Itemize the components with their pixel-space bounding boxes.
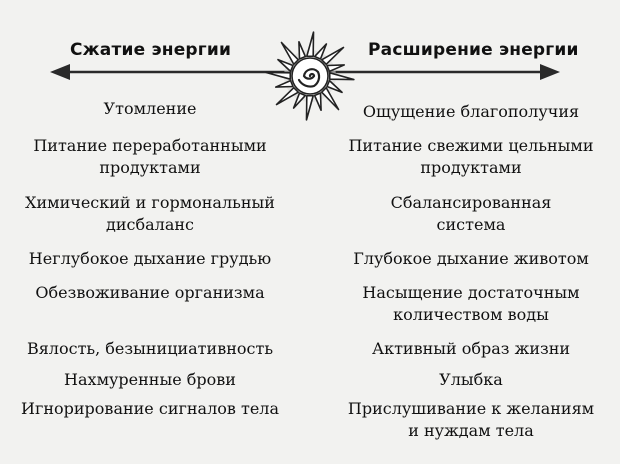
expansion-item: Сбалансированная система [390,193,552,234]
header-left-title: Сжатие энергии [70,40,232,60]
contraction-item: Питание переработанными продуктами [33,136,267,177]
sun-ray [330,73,354,80]
contraction-item: Игнорирование сигналов тела [21,399,279,418]
sun-ray [315,93,321,110]
expansion-item: Прислушивание к желаниям и нуждам тела [347,399,595,440]
sun-ray [327,65,344,71]
contraction-item: Химический и гормональный дисбаланс [25,193,275,234]
header-right-title: Расширение энергии [368,40,579,60]
expansion-item: Насыщение достаточным количеством воды [362,283,580,324]
header [0,0,620,110]
contraction-item: Обезвоживание организма [35,283,265,302]
contraction-item: Утомление [103,99,197,118]
contraction-item: Вялость, безынициативность [26,339,274,358]
contraction-item: Неглубокое дыхание грудью [28,249,272,268]
contraction-item: Нахмуренные брови [64,370,236,389]
sun-ray [307,32,314,56]
expansion-item: Ощущение благополучия [362,102,580,121]
expansion-item: Глубокое дыхание животом [353,249,589,268]
expansion-item: Питание свежими цельными продуктами [348,136,594,177]
expansion-item: Активный образ жизни [371,339,571,358]
sun-ray [266,72,290,79]
sun-ray [306,96,313,120]
sun-ray [276,81,293,87]
sun-ray [299,42,305,59]
expansion-item: Улыбка [439,370,503,389]
